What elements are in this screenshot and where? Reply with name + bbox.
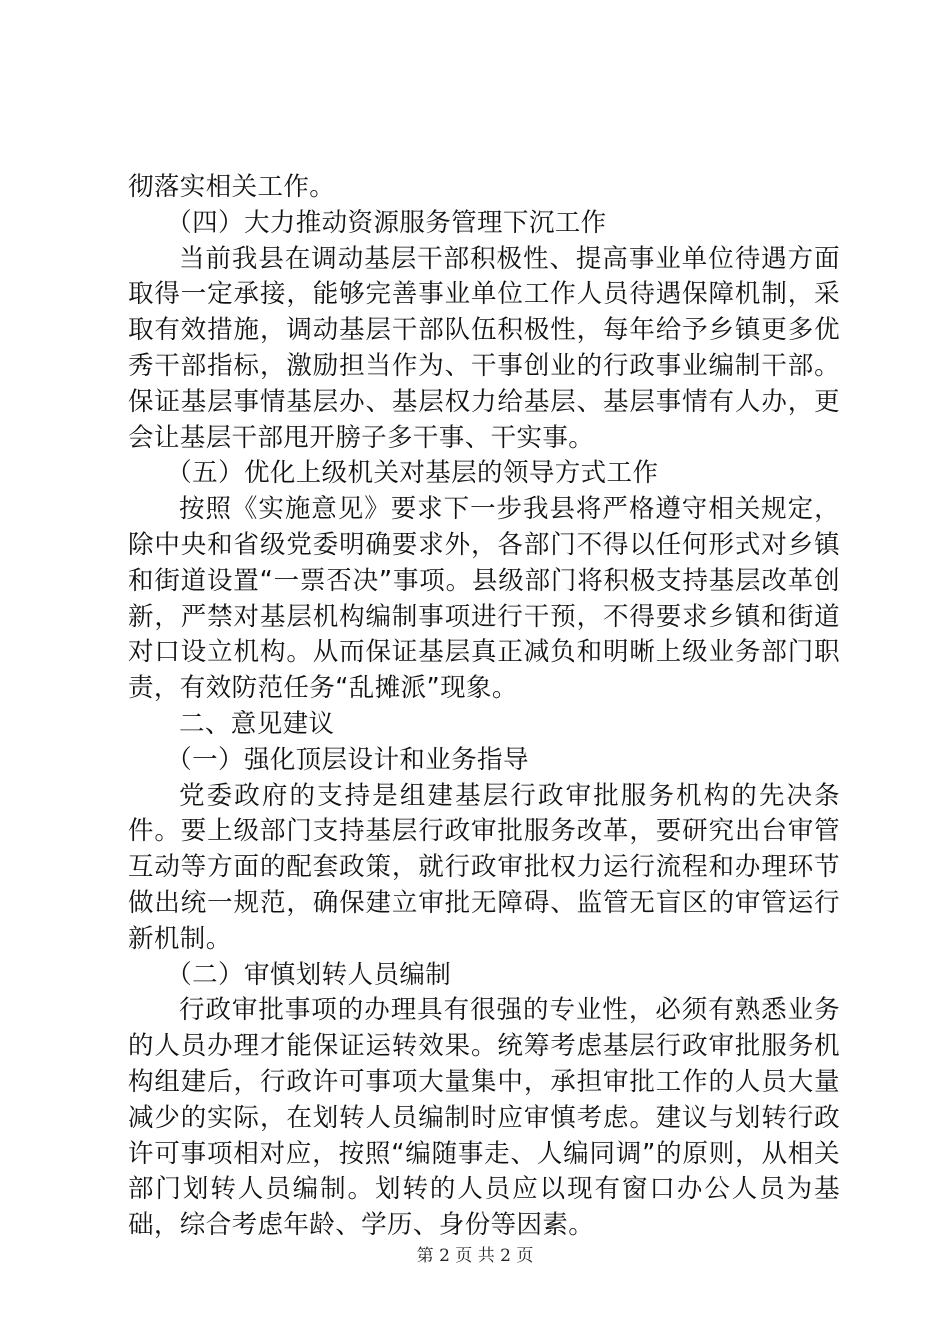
- body-paragraph: 党委政府的支持是组建基层行政审批服务机构的先决条件。要上级部门支持基层行政审批服务改革，要研究出台审管互动等方面的配套政策，就行政审批权力运行流程和办理环节做出统一规范，确保建立审批无障碍、监管无盲区的审管运行新机制。: [128, 780, 840, 954]
- body-paragraph: 当前我县在调动基层干部积极性、提高事业单位待遇方面取得一定承接，能够完善事业单位工作人员待遇保障机制，采取有效措施，调动基层干部队伍积极性，每年给予乡镇更多优秀干部指标，激励担当作为、干事创业的行政事业编制干部。保证基层事情基层办、基层权力给基层、基层事情有人办，更会让基层干部甩开膀子多干事、干实事。: [128, 243, 840, 453]
- page-footer: 第 2 页 共 2 页: [416, 1246, 534, 1266]
- paragraph-continuation: 彻落实相关工作。: [128, 172, 336, 202]
- document-body: [128, 170, 840, 1244]
- section-heading-1: （一）强化顶层设计和业务指导: [166, 744, 529, 775]
- section-heading-4: （四）大力推动资源服务管理下沉工作: [166, 207, 607, 238]
- chapter-heading-suggestions: 二、意见建议: [179, 708, 335, 739]
- section-heading-2: （二）审慎划转人员编制: [166, 959, 452, 990]
- body-paragraph: 行政审批事项的办理具有很强的专业性，必须有熟悉业务的人员办理才能保证运转效果。统筹考虑基层行政审批服务机构组建后，行政许可事项大量集中，承担审批工作的人员大量减少的实际，在划转人员编制时应审慎考虑。建议与划转行政许可事项相对应，按照“编随事走、人编同调”的原则，从相关部门划转人员编制。划转的人员应以现有窗口办公人员为基础，综合考虑年龄、学历、身份等因素。: [128, 995, 840, 1241]
- body-paragraph: 按照《实施意见》要求下一步我县将严格遵守相关规定，除中央和省级党委明确要求外，各部门不得以任何形式对乡镇和街道设置“一票否决”事项。县级部门将积极支持基层改革创新，严禁对基层机构编制事项进行干预，不得要求乡镇和街道对口设立机构。从而保证基层真正减负和明晰上级业务部门职责，有效防范任务“乱摊派”现象。: [128, 494, 840, 704]
- section-heading-5: （五）优化上级机关对基层的领导方式工作: [166, 458, 659, 489]
